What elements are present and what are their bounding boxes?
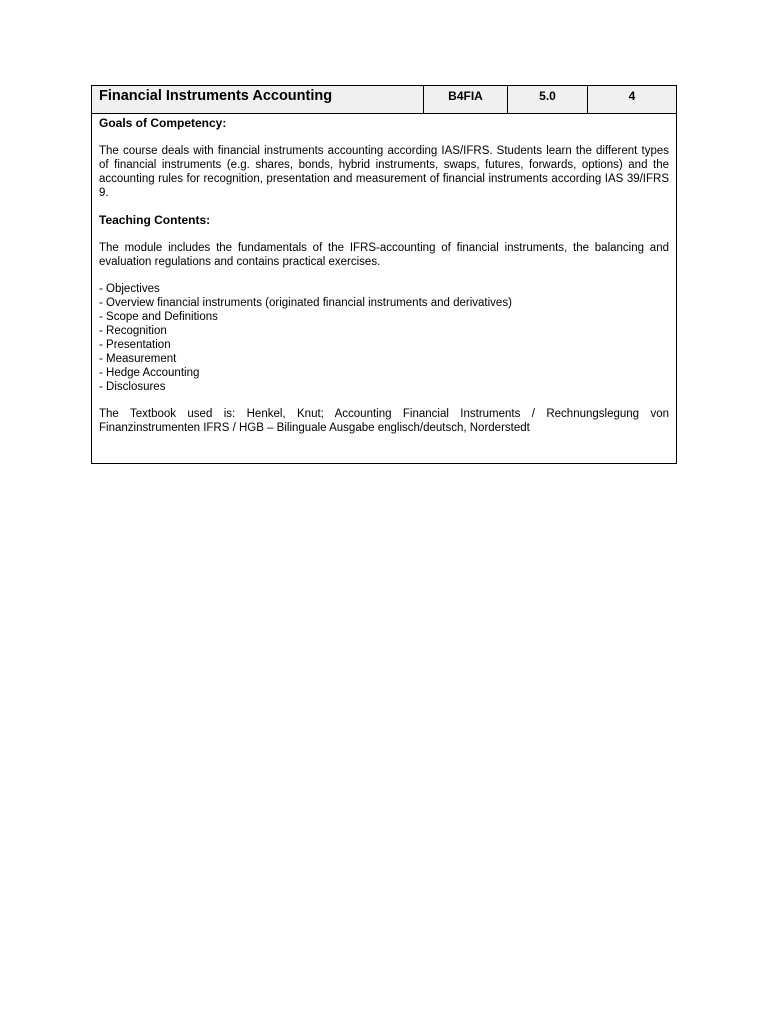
module-title: Financial Instruments Accounting [92,86,424,113]
list-item: - Overview financial instruments (originated financial instruments and derivatives) [99,297,512,309]
teaching-contents-list [99,282,669,394]
list-item: - Scope and Definitions [99,311,218,323]
list-item: - Hedge Accounting [99,367,200,379]
list-item: - Recognition [99,325,167,337]
list-item: - Disclosures [99,381,166,393]
goals-heading: Goals of Competency: [99,116,227,130]
teaching-intro: The module includes the fundamentals of the IFRS-accounting of financial instruments, the balancing and evaluation regulations and contains practical exercises. [99,242,669,268]
teaching-heading: Teaching Contents: [99,213,211,227]
module-description-table [91,85,677,464]
list-item: - Objectives [99,283,160,295]
goals-text: The course deals with financial instruments accounting according IAS/IFRS. Students learn the different types of financial instruments (e.g. shares, bonds, hybrid instruments, swaps, futures, forwards, options) and the accounting rules for recognition, presentation and measurement of financial instruments according IAS 39/IFRS 9. [99,145,669,199]
textbook-reference: The Textbook used is: Henkel, Knut; Accounting Financial Instruments / Rechnungslegung von Finanzinstrumenten IFRS / HGB – Bilinguale Ausgabe englisch/deutsch, Norderstedt [99,408,669,434]
module-header-row [92,86,676,114]
module-code: B4FIA [424,86,508,113]
module-body [92,114,676,435]
module-hours: 4 [628,89,636,103]
module-credits: 5.0 [508,86,588,113]
list-item: - Presentation [99,339,171,351]
list-item: - Measurement [99,353,177,365]
